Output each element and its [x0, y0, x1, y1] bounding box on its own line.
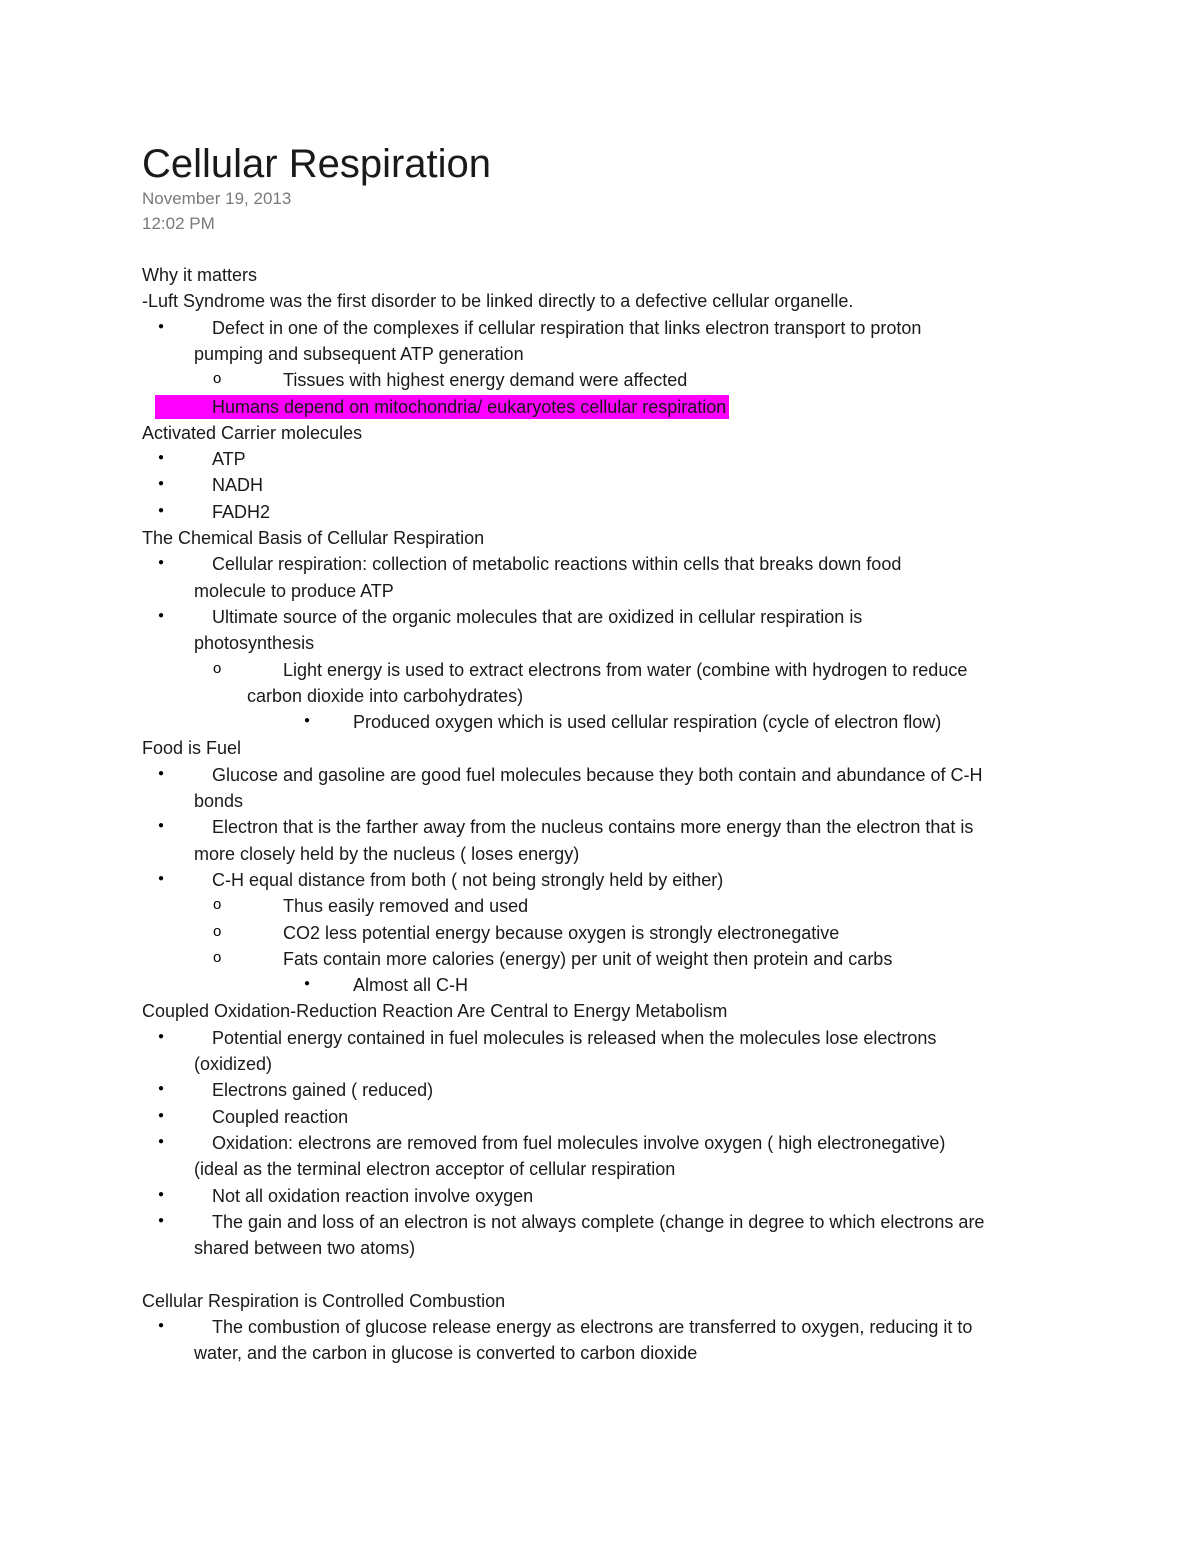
note-line-sub: CO2 less potential energy because oxygen is strongly electronegative — [283, 922, 840, 943]
note-line-cont: (ideal as the terminal electron acceptor of cellular respiration — [194, 1159, 676, 1180]
bullet-icon: ● — [158, 1109, 165, 1121]
bullet-icon: ● — [158, 452, 165, 464]
note-line-bullet: C-H equal distance from both ( not being strongly held by either) — [212, 869, 724, 890]
note-line-bullet: Humans depend on mitochondria/ eukaryotes cellular respiration — [212, 396, 727, 417]
bullet-icon: ● — [158, 1188, 165, 1200]
note-line-cont: bonds — [194, 791, 244, 811]
bullet-icon: ● — [158, 872, 165, 884]
bullet-icon: ● — [158, 1135, 165, 1147]
bullet-icon: ● — [304, 715, 311, 727]
note-line-bullet: Not all oxidation reaction involve oxygen — [212, 1185, 534, 1206]
note-line-cont: photosynthesis — [194, 633, 315, 654]
bullet-icon: ● — [158, 1030, 165, 1042]
note-line-bullet: ATP — [212, 449, 246, 470]
sub-bullet-icon: o — [213, 896, 222, 914]
note-line-sub: Fats contain more calories (energy) per unit of weight then protein and carbs — [283, 948, 893, 969]
note-line-text: The Chemical Basis of Cellular Respiration — [142, 528, 485, 548]
note-date: November 19, 2013 — [142, 189, 292, 208]
note-line-bullet: The combustion of glucose release energy as electrons are transferred to oxygen, reducing it to — [212, 1317, 973, 1337]
note-line-subsub: Produced oxygen which is used cellular respiration (cycle of electron flow) — [353, 712, 942, 733]
note-line-cont: pumping and subsequent ATP generation — [194, 343, 524, 364]
note-line-cont: water, and the carbon in glucose is converted to carbon dioxide — [194, 1343, 698, 1364]
note-line-cont: more closely held by the nucleus ( loses energy) — [194, 843, 580, 864]
note-line-text: Food is Fuel — [142, 738, 242, 759]
bullet-icon: ● — [158, 1083, 165, 1095]
note-line-text: -Luft Syndrome was the first disorder to be linked directly to a defective cellular organelle. — [142, 291, 854, 312]
note-line-text: Why it matters — [142, 265, 258, 285]
note-line-bullet: NADH — [212, 475, 264, 496]
note-line-bullet: Defect in one of the complexes if cellular respiration that links electron transport to proton — [212, 317, 922, 338]
note-line-sub: Thus easily removed and used — [283, 896, 529, 917]
note-line-bullet: FADH2 — [212, 501, 271, 522]
bullet-icon: ● — [158, 320, 165, 332]
bullet-icon: ● — [158, 609, 165, 621]
note-line-bullet: Electron that is the farther away from the nucleus contains more energy than the electron that is — [212, 817, 974, 838]
sub-bullet-icon: o — [213, 948, 222, 966]
note-line-text: Cellular Respiration is Controlled Combustion — [142, 1290, 506, 1311]
bullet-icon: ● — [158, 1320, 165, 1331]
note-line-cont: (oxidized) — [194, 1054, 273, 1074]
note-line-bullet: Potential energy contained in fuel molecules is released when the molecules lose electrons — [212, 1027, 937, 1048]
bullet-icon: ● — [158, 767, 165, 779]
note-line-sub: Tissues with highest energy demand were affected — [283, 370, 688, 391]
note-line-cont: molecule to produce ATP — [194, 580, 394, 601]
note-line-subcont: carbon dioxide into carbohydrates) — [247, 685, 524, 706]
note-line-text: Coupled Oxidation-Reduction Reaction Are Central to Energy Metabolism — [142, 1001, 728, 1022]
bullet-icon: ● — [158, 557, 165, 569]
note-line-bullet: Electrons gained ( reduced) — [212, 1080, 434, 1101]
bullet-icon: ● — [304, 978, 311, 990]
note-line-bullet: Ultimate source of the organic molecules that are oxidized in cellular respiration is — [212, 606, 863, 627]
note-time: 12:02 PM — [142, 214, 215, 233]
note-line-bullet: The gain and loss of an electron is not always complete (change in degree to which electrons are — [212, 1211, 985, 1232]
note-line-bullet: Coupled reaction — [212, 1106, 349, 1127]
bullet-icon: ● — [158, 820, 165, 832]
note-line-subsub: Almost all C-H — [353, 975, 469, 996]
bullet-icon: ● — [158, 478, 165, 490]
sub-bullet-icon: o — [213, 370, 222, 388]
note-line-text: Activated Carrier molecules — [142, 422, 363, 443]
note-line-bullet: Oxidation: electrons are removed from fuel molecules involve oxygen ( high electronegative) — [212, 1132, 946, 1153]
note-line-sub: Light energy is used to extract electrons from water (combine with hydrogen to reduce — [283, 659, 968, 680]
bullet-icon: ● — [158, 1214, 165, 1226]
note-line-bullet: Glucose and gasoline are good fuel molecules because they both contain and abundance of C-H — [212, 764, 983, 785]
note-line-cont: shared between two atoms) — [194, 1238, 416, 1259]
bullet-icon: ● — [158, 504, 165, 516]
sub-bullet-icon: o — [213, 659, 222, 677]
page-title: Cellular Respiration — [142, 142, 492, 186]
sub-bullet-icon: o — [213, 922, 222, 940]
note-line-bullet: Cellular respiration: collection of metabolic reactions within cells that breaks down food — [212, 554, 902, 575]
